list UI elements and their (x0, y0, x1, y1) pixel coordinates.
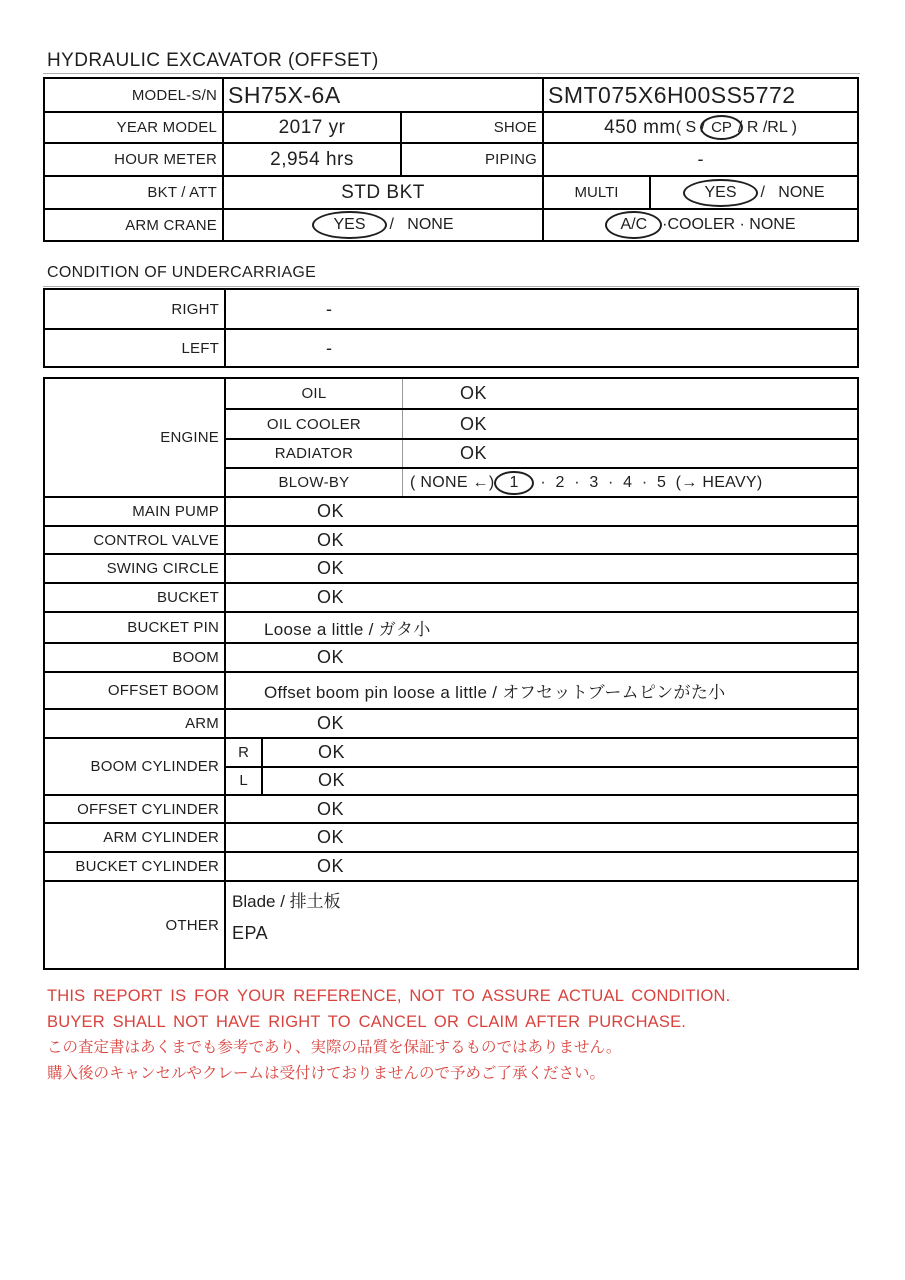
undercarriage-table (43, 288, 859, 368)
model-sn-label: MODEL-S/N (131, 86, 217, 104)
table-row-boom (45, 642, 857, 671)
engine-radiator-label: RADIATOR (274, 445, 354, 462)
boom-cylinder-row-l (226, 766, 857, 794)
table-row-boom-cylinder (45, 737, 857, 794)
engine-row-blow-by (226, 467, 857, 496)
offset-boom-label: OFFSET BOOM (107, 682, 219, 699)
condition-table (43, 377, 859, 970)
engine-row-oil (226, 379, 857, 408)
boom-cylinder-l-label: L (239, 772, 248, 790)
engine-oil-cooler-value: OK (402, 410, 857, 438)
arm-crane-rest: / NONE (389, 216, 454, 233)
engine-blow-by-label: BLOW-BY (278, 474, 350, 491)
offset-boom-value: Offset boom pin loose a little / オフセットブームピンがた小 (224, 673, 857, 708)
other-line-epa: EPA (232, 923, 269, 943)
engine-radiator-value: OK (402, 440, 857, 467)
table-row-right (45, 290, 857, 328)
disclaimer (47, 983, 730, 1087)
control-valve-value: OK (224, 527, 857, 553)
control-valve-label: CONTROL VALVE (93, 531, 219, 549)
arm-crane-value (222, 210, 542, 240)
disclaimer-line-1: THIS REPORT IS FOR YOUR REFERENCE, NOT TO ASSURE ACTUAL CONDITION. (47, 987, 731, 1005)
table-row-swing-circle (45, 553, 857, 582)
arm-cylinder-value: OK (224, 824, 857, 851)
blow-by-scale-prefix: ( NONE ←) (410, 473, 495, 491)
table-row-model-sn (45, 79, 857, 111)
table-row-bucket-cylinder (45, 851, 857, 880)
shoe-options-close: / R /RL ) (737, 118, 797, 136)
undercarriage-right-label: RIGHT (171, 300, 219, 318)
serial-number-value: SMT075X6H00SS5772 (542, 79, 857, 111)
table-row-bucket-pin (45, 611, 857, 642)
piping-label: PIPING (400, 144, 542, 175)
undercarriage-left-value: - (224, 330, 857, 366)
table-row-other (45, 880, 857, 968)
swing-circle-value: OK (224, 555, 857, 582)
multi-value (649, 177, 857, 208)
bkt-att-value: STD BKT (222, 177, 542, 208)
boom-cylinder-label: BOOM CYLINDER (90, 758, 219, 775)
table-row-left (45, 328, 857, 366)
engine-subtable (224, 379, 857, 496)
other-label: OTHER (165, 916, 219, 934)
ac-cooler-rest: ·COOLER · NONE (662, 216, 796, 233)
shoe-options-open: ( S / (675, 118, 706, 136)
swing-circle-label: SWING CIRCLE (106, 560, 219, 577)
year-model-label: YEAR MODEL (116, 119, 217, 136)
main-pump-value: OK (224, 498, 857, 525)
undercarriage-left-label: LEFT (181, 339, 219, 357)
table-row-offset-cylinder (45, 794, 857, 822)
multi-rest: / NONE (760, 183, 825, 201)
shoe-size: 450 mm (604, 116, 676, 138)
ac-cooler-value (542, 210, 857, 240)
disclaimer-line-4: 購入後のキャンセルやクレームは受付けておりませんので予めご了承ください。 (47, 1065, 606, 1082)
disclaimer-line-3: この査定書はあくまでも参考であり、実際の品質を保証するものではありません。 (47, 1039, 622, 1056)
blow-by-selected-circle: 1 (494, 471, 533, 495)
bucket-pin-value: Loose a little / ガタ小 (224, 613, 857, 642)
multi-selected-circle: YES (683, 179, 757, 207)
engine-blow-by-value (402, 469, 857, 496)
engine-oil-cooler-label: OIL COOLER (266, 415, 362, 433)
offset-cylinder-value: OK (224, 796, 857, 822)
blow-by-scale-suffix: · 2 · 3 · 4 · 5 (→ HEAVY) (535, 473, 763, 491)
bucket-cylinder-value: OK (224, 853, 857, 880)
boom-label: BOOM (172, 649, 219, 666)
main-pump-label: MAIN PUMP (132, 503, 219, 520)
arm-crane-selected-circle: YES (312, 211, 386, 239)
bucket-value: OK (224, 584, 857, 611)
model-sn-value: SH75X-6A (222, 79, 542, 111)
page-title: HYDRAULIC EXCAVATOR (OFFSET) (47, 50, 379, 71)
boom-cylinder-r-value: OK (261, 739, 857, 766)
hour-meter-value: 2,954 hrs (222, 144, 400, 175)
ac-selected-circle: A/C (605, 211, 662, 239)
other-value (224, 882, 857, 968)
engine-oil-value: OK (402, 379, 857, 408)
engine-row-radiator (226, 438, 857, 467)
shoe-value (542, 113, 857, 142)
table-row-offset-boom (45, 671, 857, 708)
shoe-label: SHOE (400, 113, 542, 142)
boom-cylinder-l-value: OK (261, 768, 857, 794)
boom-cylinder-row-r (226, 739, 857, 766)
table-row-arm (45, 708, 857, 737)
bucket-label: BUCKET (156, 589, 219, 606)
offset-cylinder-label: OFFSET CYLINDER (77, 800, 219, 818)
boom-value: OK (224, 644, 857, 671)
engine-label: ENGINE (160, 429, 219, 446)
title-underline (43, 73, 860, 74)
arm-crane-label: ARM CRANE (125, 216, 217, 234)
undercarriage-right-value: - (224, 290, 857, 328)
table-row-arm-cylinder (45, 822, 857, 851)
engine-oil-label: OIL (301, 385, 327, 402)
multi-label: MULTI (542, 177, 649, 208)
table-row-bkt-multi (45, 175, 857, 208)
boom-cylinder-subtable (224, 739, 857, 794)
engine-row-oil-cooler (226, 408, 857, 438)
other-line-blade: Blade / 排土板 (232, 892, 341, 911)
boom-cylinder-r-label: R (238, 743, 249, 761)
spec-table (43, 77, 859, 242)
arm-label: ARM (185, 715, 219, 732)
table-row-bucket (45, 582, 857, 611)
undercarriage-underline (43, 286, 860, 287)
hour-meter-label: HOUR METER (114, 151, 217, 168)
bkt-att-label: BKT / ATT (147, 184, 217, 201)
disclaimer-line-2: BUYER SHALL NOT HAVE RIGHT TO CANCEL OR CLAIM AFTER PURCHASE. (47, 1013, 687, 1031)
table-row-control-valve (45, 525, 857, 553)
table-row-armcrane-ac (45, 208, 857, 240)
bucket-cylinder-label: BUCKET CYLINDER (75, 858, 219, 875)
undercarriage-heading: CONDITION OF UNDERCARRIAGE (47, 264, 317, 281)
table-row-year-shoe (45, 111, 857, 142)
shoe-selected-circle: CP (700, 115, 743, 140)
table-row-hour-piping (45, 142, 857, 175)
table-row-engine (45, 379, 857, 496)
arm-value: OK (224, 710, 857, 737)
year-model-value: 2017 yr (222, 113, 400, 142)
bucket-pin-label: BUCKET PIN (127, 619, 219, 636)
arm-cylinder-label: ARM CYLINDER (103, 829, 219, 846)
table-row-main-pump (45, 496, 857, 525)
piping-value: - (542, 144, 857, 175)
